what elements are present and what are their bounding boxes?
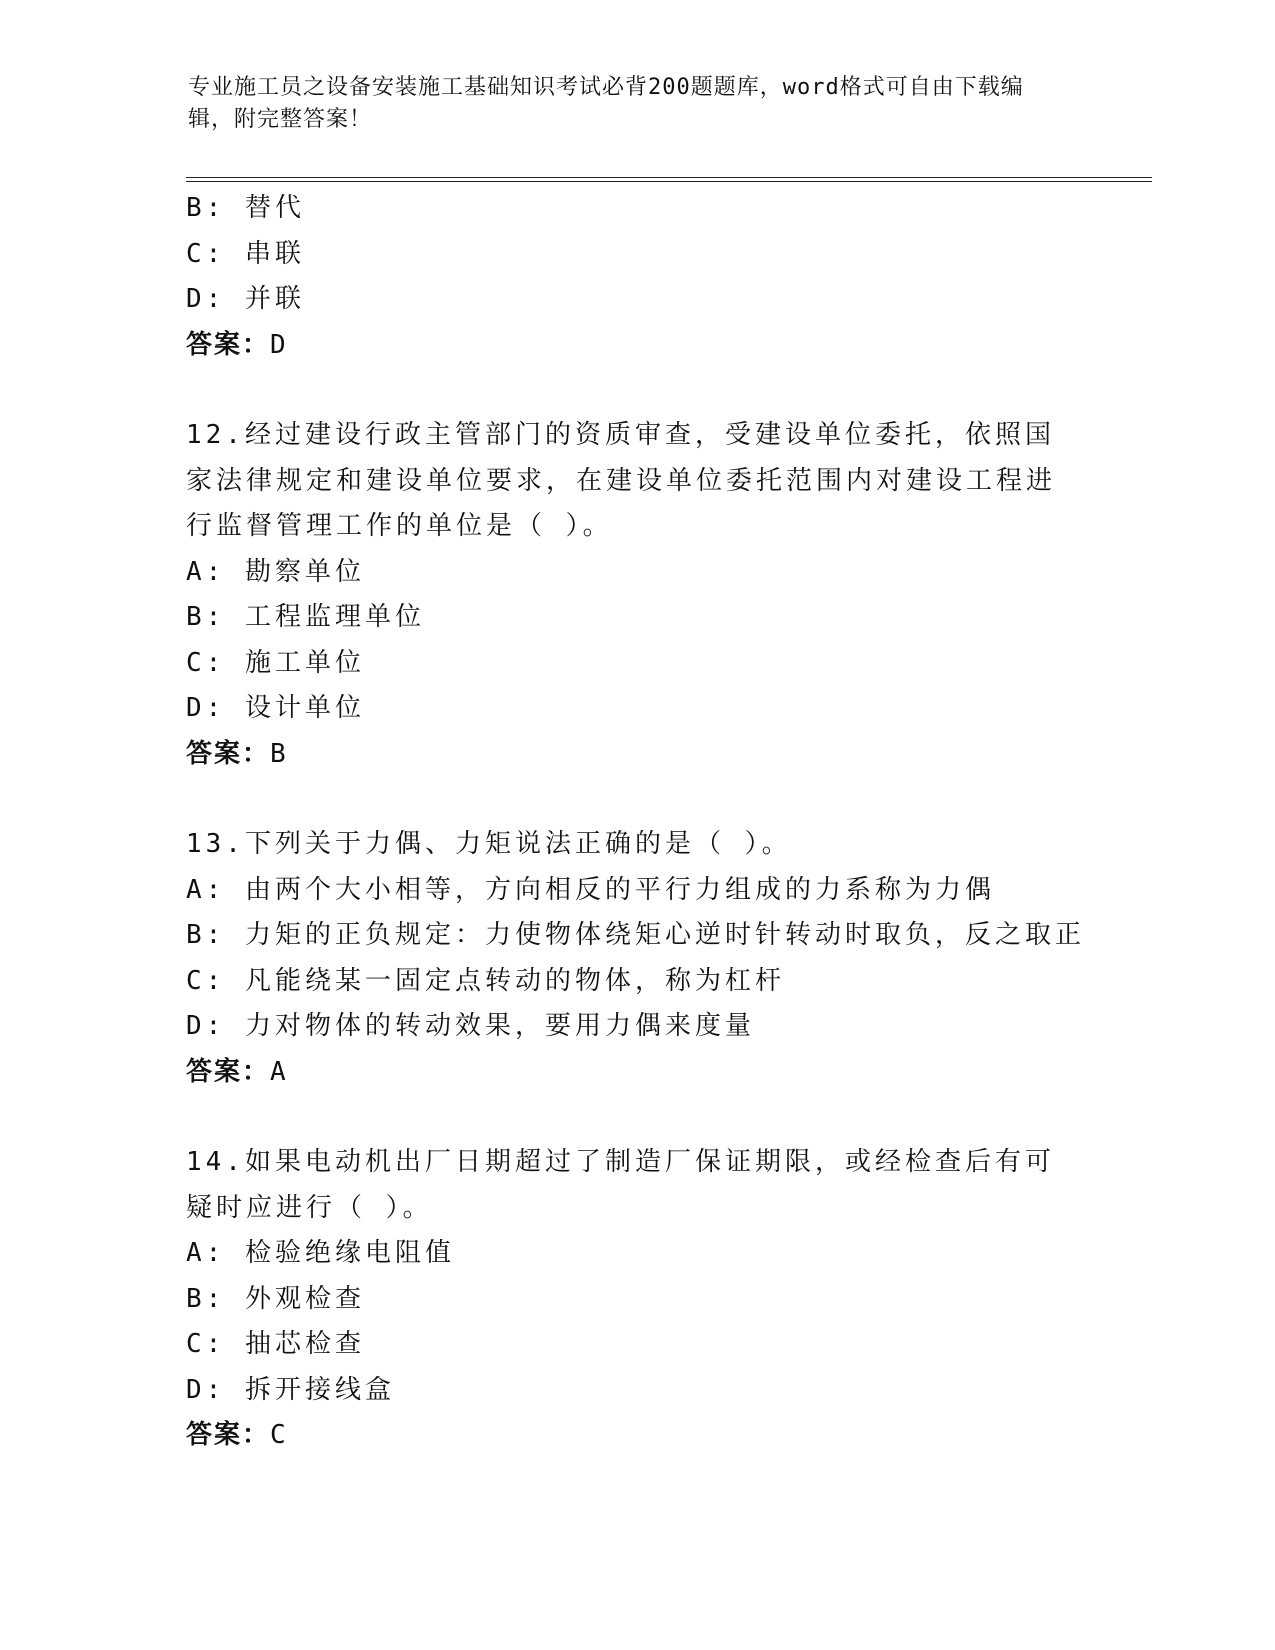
option-c — [186, 1322, 1086, 1368]
header-divider-bottom — [186, 181, 1152, 182]
option-text: 替代 — [244, 193, 305, 223]
document-header-title: 专业施工员之设备安装施工基础知识考试必背200题题库，word格式可自由下载编辑，附完整答案！ — [188, 75, 1024, 132]
option-a — [186, 868, 1086, 914]
option-label: A: — [186, 1238, 245, 1268]
option-text: 力对物体的转动效果，要用力偶来度量 — [244, 1011, 755, 1041]
question-13 — [186, 822, 1086, 1095]
option-text: 抽芯检查 — [244, 1329, 365, 1359]
option-label: C: — [186, 1329, 245, 1359]
option-text: 施工单位 — [244, 647, 365, 678]
option-label: B: — [186, 1283, 245, 1314]
option-b — [186, 913, 1086, 959]
option-text: 并联 — [244, 284, 305, 314]
answer-prefix: 答案： — [186, 1420, 271, 1450]
option-text: 力矩的正负规定：力使物体绕矩心逆时针转动时取负，反之取正 — [244, 920, 1085, 950]
answer-value: B — [270, 738, 288, 769]
option-label: D: — [186, 284, 245, 314]
question-stem: 13.下列关于力偶、力矩说法正确的是（ ）。 — [186, 829, 792, 859]
option-d — [186, 1004, 1086, 1050]
answer-value: D — [270, 329, 288, 360]
option-c — [186, 959, 1086, 1005]
question-stem: 14.如果电动机出厂日期超过了制造厂保证期限，或经检查后有可疑时应进行（ ）。 — [186, 1147, 1055, 1223]
answer-prefix: 答案： — [186, 329, 271, 360]
option-text: 工程监理单位 — [244, 602, 425, 632]
option-b — [186, 1277, 1086, 1323]
option-label: C: — [186, 965, 245, 996]
option-text: 拆开接线盒 — [244, 1374, 395, 1405]
spacer — [186, 1095, 1086, 1140]
option-label: A: — [186, 556, 245, 587]
answer-prefix: 答案： — [186, 1056, 271, 1087]
answer-line — [186, 1050, 1086, 1096]
option-label: D: — [186, 1374, 245, 1405]
option-c — [186, 641, 1086, 687]
option-d — [186, 686, 1086, 732]
option-label: C: — [186, 238, 245, 269]
option-label: D: — [186, 693, 245, 723]
answer-value: C — [270, 1420, 288, 1450]
answer-value: A — [270, 1056, 288, 1087]
option-text: 由两个大小相等，方向相反的平行力组成的力系称为力偶 — [244, 874, 995, 905]
question-11-continuation — [186, 186, 1086, 368]
option-text: 检验绝缘电阻值 — [244, 1238, 455, 1268]
answer-line — [186, 1413, 1086, 1459]
option-b — [186, 186, 1086, 232]
option-text: 凡能绕某一固定点转动的物体，称为杠杆 — [244, 965, 785, 996]
option-text: 勘察单位 — [244, 556, 365, 587]
option-label: C: — [186, 647, 245, 678]
option-text: 外观检查 — [244, 1283, 365, 1314]
spacer — [186, 368, 1086, 413]
answer-line — [186, 732, 1086, 778]
option-label: D: — [186, 1011, 245, 1041]
option-d — [186, 277, 1086, 323]
question-14 — [186, 1140, 1086, 1459]
option-label: B: — [186, 920, 245, 950]
answer-prefix: 答案： — [186, 738, 271, 769]
spacer — [186, 777, 1086, 822]
option-c — [186, 232, 1086, 278]
question-content — [186, 186, 1086, 1459]
question-12 — [186, 413, 1086, 777]
option-b — [186, 595, 1086, 641]
option-a — [186, 550, 1086, 596]
option-a — [186, 1231, 1086, 1277]
option-d — [186, 1368, 1086, 1414]
option-text: 设计单位 — [244, 693, 365, 723]
header-divider-top — [186, 177, 1152, 178]
answer-line — [186, 323, 1086, 369]
option-label: B: — [186, 602, 245, 632]
option-text: 串联 — [244, 238, 305, 269]
option-label: A: — [186, 874, 245, 905]
question-stem: 12.经过建设行政主管部门的资质审查，受建设单位委托，依照国家法律规定和建设单位要求，在建设单位委托范围内对建设工程进行监督管理工作的单位是（ ）。 — [186, 420, 1057, 541]
option-label: B: — [186, 193, 245, 223]
